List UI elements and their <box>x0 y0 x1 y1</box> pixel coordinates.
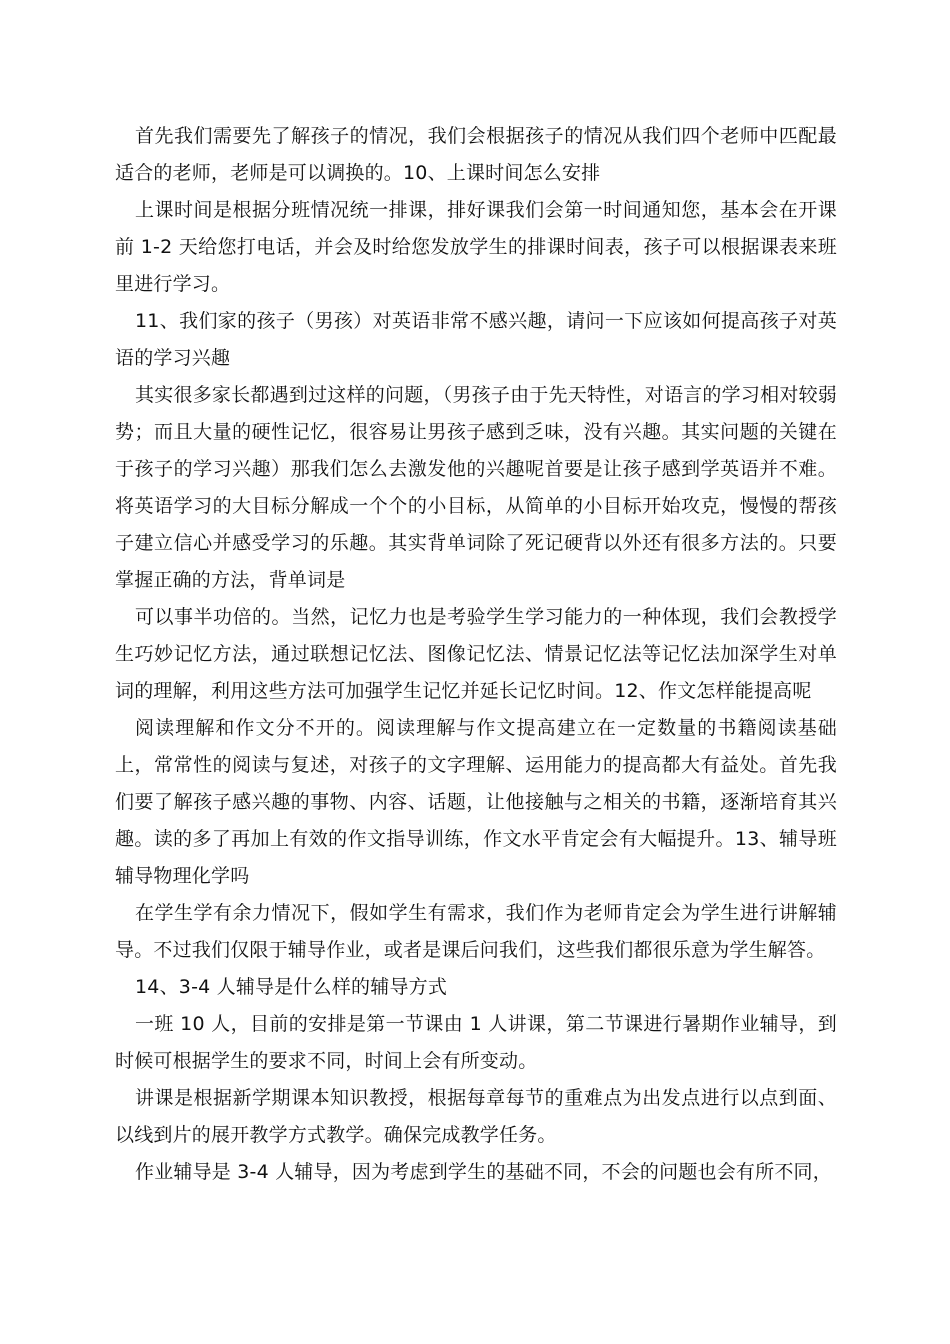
paragraph-reading-writing: 阅读理解和作文分不开的。阅读理解与作文提高建立在一定数量的书籍阅读基础上，常常性的阅读与复述，对孩子的文字理解、运用能力的提高都大有益处。首先我们要了解孩子感兴趣的事物、内容、话题，让他接触与之相关的书籍，逐渐培育其兴趣。读的多了再加上有效的作文指导训练，作文水平肯定会有大幅提升。13、辅导班辅导物理化学吗 <box>115 717 837 887</box>
paragraph-memory-methods: 可以事半功倍的。当然，记忆力也是考验学生学习能力的一种体现，我们会教授学生巧妙记忆方法，通过联想记忆法、图像记忆法、情景记忆法等记忆法加深学生对单词的理解，利用这些方法可加强学生记忆并延长记忆时间。12、作文怎样能提高呢 <box>115 606 837 702</box>
paragraph-question-english-interest: 11、我们家的孩子（男孩）对英语非常不感兴趣，请问一下应该如何提高孩子对英语的学习兴趣 <box>115 310 837 369</box>
paragraph-english-interest-answer: 其实很多家长都遇到过这样的问题，（男孩子由于先天特性，对语言的学习相对较弱势；而且大量的硬性记忆，很容易让男孩子感到乏味，没有兴趣。其实问题的关键在于孩子的学习兴趣）那我们怎么去激发他的兴趣呢首要是让孩子感到学英语并不难。将英语学习的大目标分解成一个个的小目标，从简单的小目标开始攻克，慢慢的帮孩子建立信心并感受学习的乐趣。其实背单词除了死记硬背以外还有很多方法的。只要掌握正确的方法，背单词是 <box>115 384 837 591</box>
paragraph-lecture-method: 讲课是根据新学期课本知识教授，根据每章每节的重难点为出发点进行以点到面、以线到片的展开教学方式教学。确保完成教学任务。 <box>115 1087 837 1146</box>
paragraph-question-small-group: 14、3-4 人辅导是什么样的辅导方式 <box>135 976 448 998</box>
paragraph-tutoring-physics-chemistry: 在学生学有余力情况下，假如学生有需求，我们作为老师肯定会为学生进行讲解辅导。不过我们仅限于辅导作业，或者是课后问我们，这些我们都很乐意为学生解答。 <box>115 902 837 961</box>
paragraph-homework-tutoring: 作业辅导是 3-4 人辅导，因为考虑到学生的基础不同，不会的问题也会有所不同， <box>135 1161 832 1183</box>
document-body <box>115 118 837 1191</box>
paragraph-class-schedule: 上课时间是根据分班情况统一排课，排好课我们会第一时间通知您，基本会在开课前 1-2 天给您打电话，并会及时给您发放学生的排课时间表，孩子可以根据课表来班里进行学习。 <box>115 199 837 295</box>
paragraph-match-teacher: 首先我们需要先了解孩子的情况，我们会根据孩子的情况从我们四个老师中匹配最适合的老师，老师是可以调换的。10、上课时间怎么安排 <box>115 125 837 184</box>
paragraph-class-arrangement: 一班 10 人，目前的安排是第一节课由 1 人讲课，第二节课进行暑期作业辅导，到时候可根据学生的要求不同，时间上会有所变动。 <box>115 1013 837 1072</box>
